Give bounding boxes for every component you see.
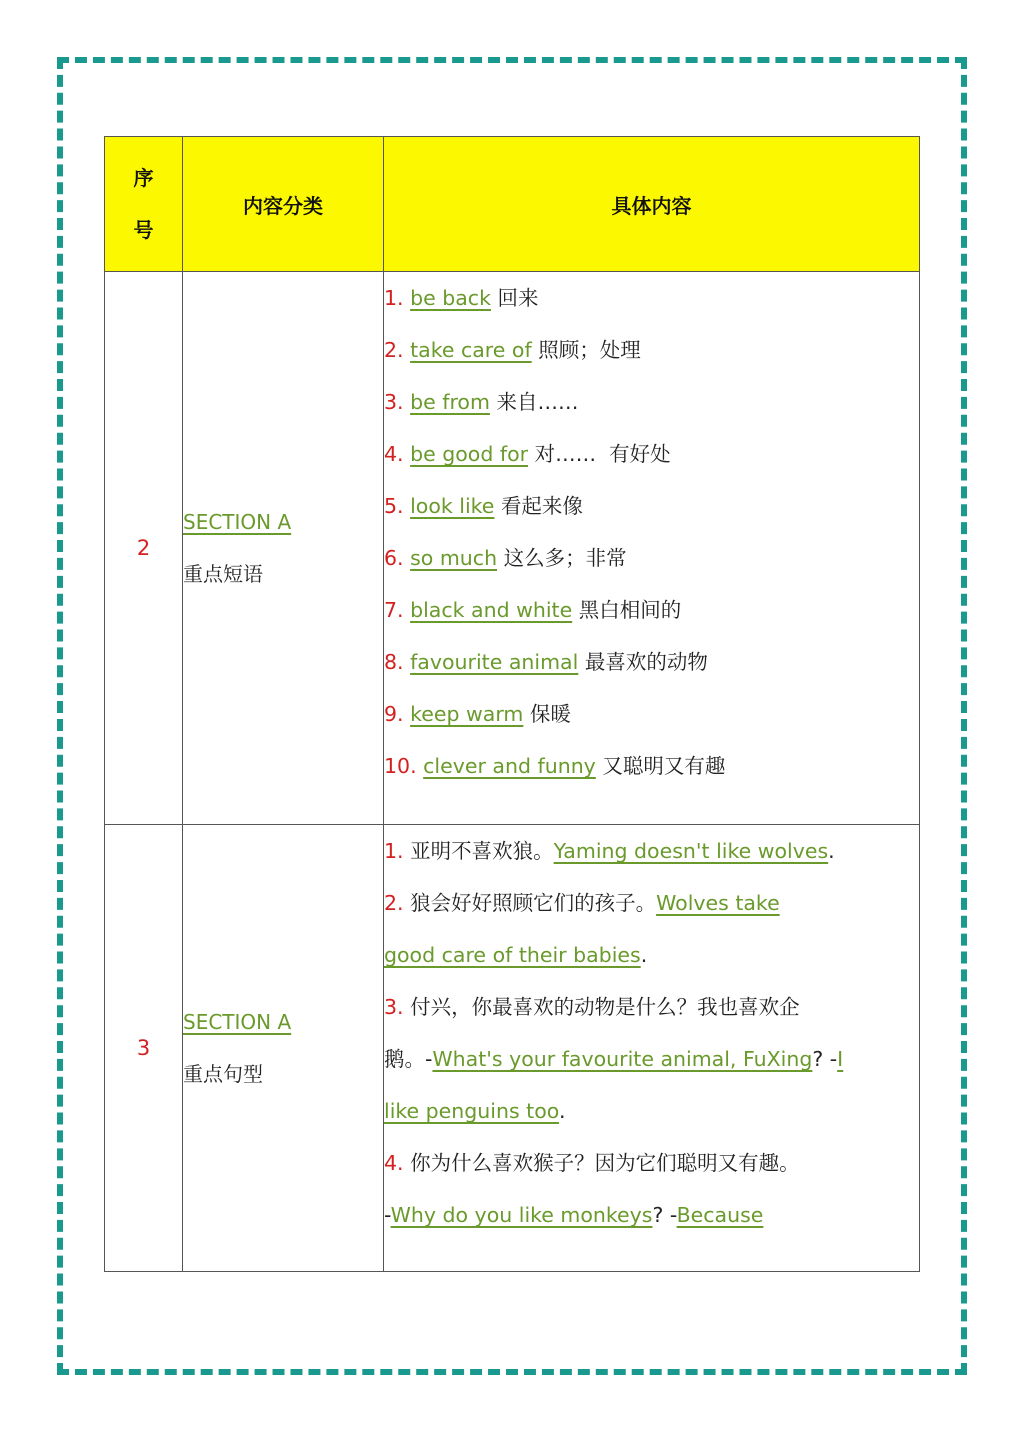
category-label: 重点短语	[183, 562, 263, 586]
english-phrase: be good for	[410, 442, 529, 466]
list-item	[384, 324, 919, 376]
punctuation: ? -	[812, 1047, 838, 1071]
chinese-meaning: 照顾；处理	[538, 338, 641, 362]
english-phrase: so much	[410, 546, 498, 570]
item-number: 8.	[384, 650, 404, 674]
english-sentence: Because	[676, 1203, 764, 1227]
punctuation: ? -	[652, 1203, 677, 1227]
sentence-item	[384, 981, 919, 1033]
item-number: 2.	[384, 891, 404, 915]
item-number: 4.	[384, 1151, 404, 1175]
sentence-list	[384, 825, 920, 1272]
english-phrase: be from	[410, 390, 490, 414]
row-category	[183, 272, 384, 825]
item-number: 1.	[384, 839, 404, 863]
item-number: 1.	[384, 286, 404, 310]
sentence-continuation	[384, 929, 919, 981]
chinese-meaning: 来自……	[496, 390, 579, 414]
english-phrase: black and white	[410, 598, 573, 622]
list-item	[384, 428, 919, 480]
list-item	[384, 740, 919, 792]
english-phrase: clever and funny	[423, 754, 596, 778]
item-number: 7.	[384, 598, 404, 622]
sentence-continuation	[384, 1085, 919, 1137]
section-label: SECTION A	[183, 1010, 292, 1034]
chinese-meaning: 保暖	[529, 702, 571, 726]
dash: -	[384, 1203, 391, 1227]
table-header-row	[105, 137, 920, 272]
item-number: 10.	[384, 754, 417, 778]
chinese-sentence: 狼会好好照顾它们的孩子。	[403, 891, 657, 915]
chinese-meaning: 对…… 有好处	[534, 442, 671, 466]
punctuation: .	[828, 839, 835, 863]
section-label: SECTION A	[183, 510, 292, 534]
header-category: 内容分类	[183, 137, 384, 272]
table-row	[105, 272, 920, 825]
list-item	[384, 272, 919, 324]
chinese-sentence: 付兴，你最喜欢的动物是什么？我也喜欢企	[403, 995, 800, 1019]
chinese-meaning: 最喜欢的动物	[584, 650, 708, 674]
item-number: 6.	[384, 546, 404, 570]
phrase-list	[384, 272, 920, 825]
english-phrase: keep warm	[410, 702, 524, 726]
item-number: 9.	[384, 702, 404, 726]
sentence-continuation	[384, 1033, 919, 1085]
category-label: 重点句型	[183, 1062, 263, 1086]
dash: -	[425, 1047, 433, 1071]
chinese-sentence: 亚明不喜欢狼。	[403, 839, 554, 863]
chinese-meaning: 又聪明又有趣	[602, 754, 726, 778]
chinese-meaning: 看起来像	[500, 494, 583, 518]
list-item	[384, 688, 919, 740]
item-number: 2.	[384, 338, 404, 362]
english-sentence: What's your favourite animal, FuXing	[432, 1047, 813, 1071]
row-category	[183, 825, 384, 1272]
header-no	[105, 137, 183, 272]
chinese-meaning: 这么多；非常	[503, 546, 627, 570]
row-number: 2	[105, 272, 183, 825]
chinese-meaning: 回来	[497, 286, 539, 310]
sentence-item	[384, 877, 919, 929]
list-item	[384, 636, 919, 688]
content-table	[104, 136, 920, 1272]
english-phrase: look like	[410, 494, 495, 518]
english-sentence: good care of their babies	[384, 943, 641, 967]
table-row	[105, 825, 920, 1272]
punctuation: .	[558, 1099, 566, 1123]
list-item	[384, 532, 919, 584]
chinese-meaning: 黑白相间的	[578, 598, 682, 622]
list-item	[384, 584, 919, 636]
item-number: 3.	[384, 995, 404, 1019]
chinese-sentence: 你为什么喜欢猴子？因为它们聪明又有趣。	[403, 1151, 800, 1175]
sentence-continuation	[384, 1189, 919, 1241]
chinese-sentence: 鹅。	[384, 1047, 425, 1071]
english-sentence: like penguins too	[384, 1099, 559, 1123]
english-phrase: favourite animal	[410, 650, 579, 674]
row-number: 3	[105, 825, 183, 1272]
header-no-char-1: 序	[133, 166, 154, 190]
punctuation: .	[640, 943, 648, 967]
item-number: 3.	[384, 390, 404, 414]
english-sentence: Why do you like monkeys	[390, 1203, 653, 1227]
english-sentence: Yaming doesn't like wolves	[553, 839, 829, 863]
sentence-item	[384, 1137, 919, 1189]
list-item	[384, 480, 919, 532]
header-content: 具体内容	[384, 137, 920, 272]
english-phrase: take care of	[410, 338, 532, 362]
header-no-char-2: 号	[133, 218, 154, 242]
list-item	[384, 376, 919, 428]
item-number: 4.	[384, 442, 404, 466]
english-sentence: Wolves take	[656, 891, 780, 915]
english-sentence: I	[837, 1047, 844, 1071]
english-phrase: be back	[410, 286, 491, 310]
sentence-item	[384, 825, 919, 877]
item-number: 5.	[384, 494, 404, 518]
